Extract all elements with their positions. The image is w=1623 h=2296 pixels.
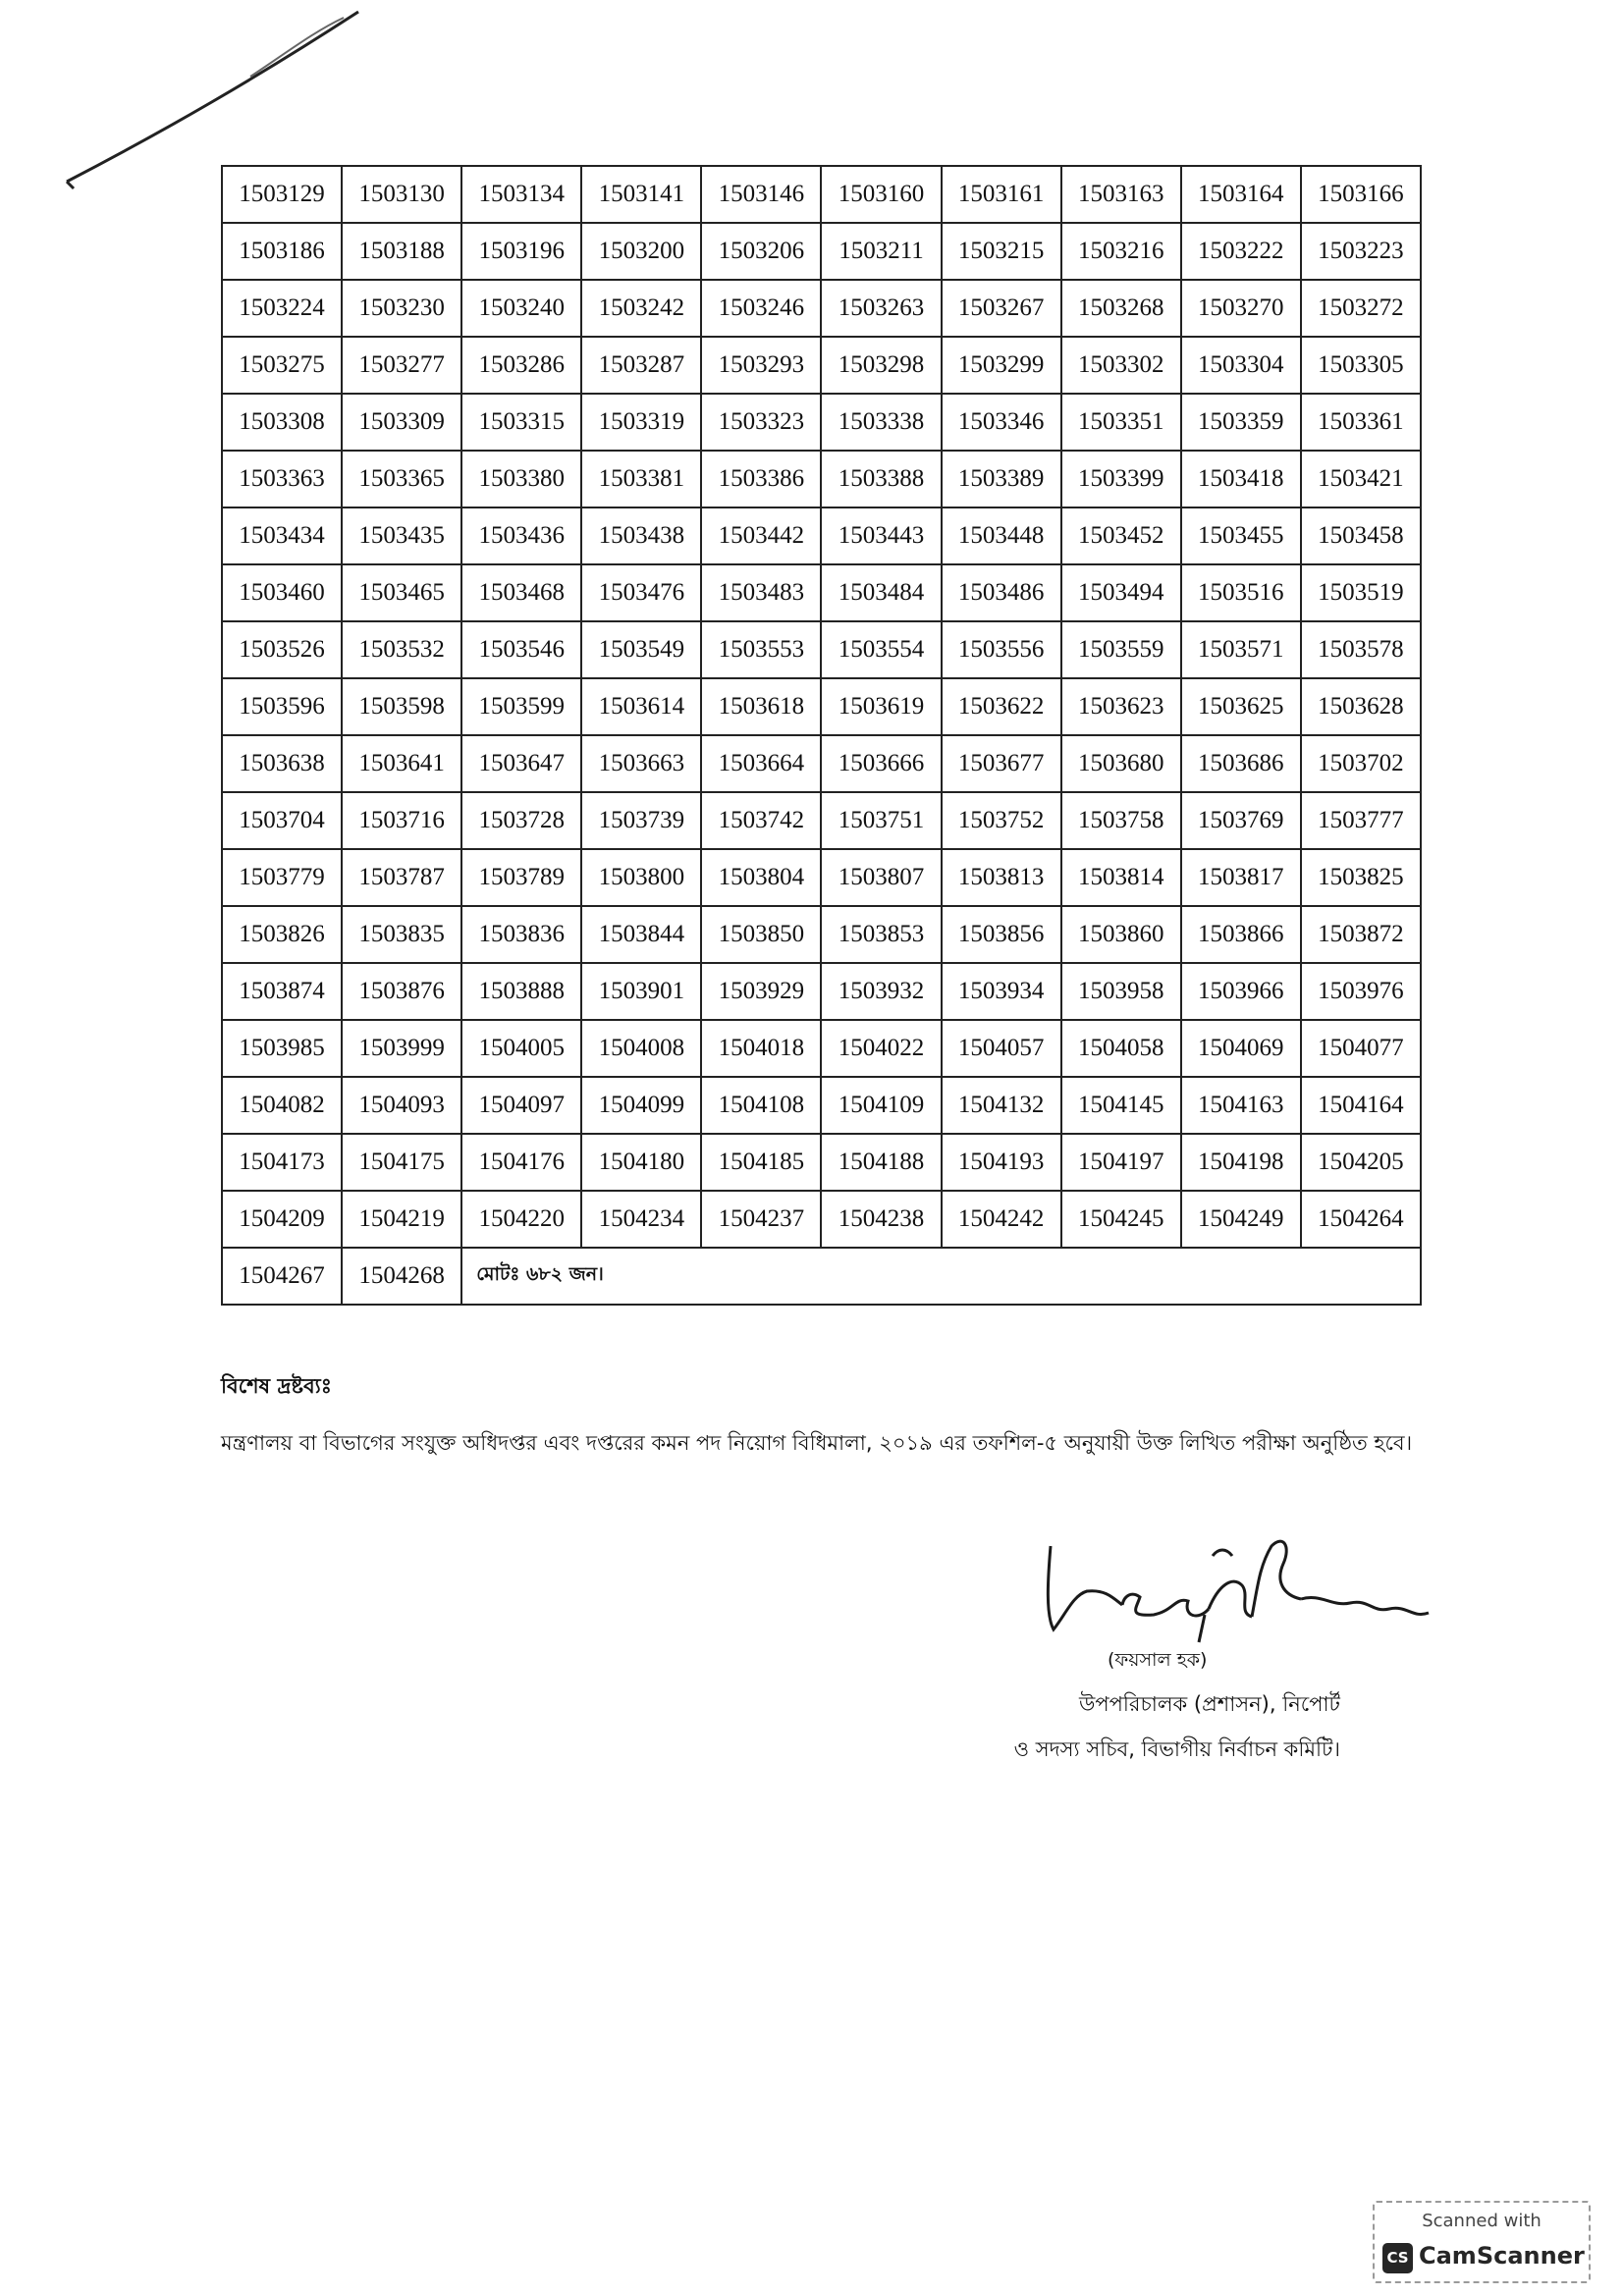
roll-number-cell: 1503813 — [942, 849, 1061, 906]
roll-number-cell: 1503188 — [342, 223, 461, 280]
table-row — [222, 963, 1421, 1020]
roll-number-cell: 1504057 — [942, 1020, 1061, 1077]
roll-number-cell: 1504249 — [1181, 1191, 1301, 1248]
note-text: মন্ত্রণালয় বা বিভাগের সংযুক্ত অধিদপ্তর এবং দপ্তরের কমন পদ নিয়োগ বিধিমালা, ২০১৯ এর তফশিল-৫ অনুযায়ী উক্ত লিখিত পরীক্ষা অনুষ্ঠিত হবে। — [221, 1431, 1413, 1455]
table-row — [222, 223, 1421, 280]
roll-number-cell: 1503876 — [342, 963, 461, 1020]
table-row — [222, 564, 1421, 621]
roll-number-cell: 1503388 — [821, 451, 941, 507]
designation-line-2: ও সদস্য সচিব, বিভাগীয় নির্বাচন কমিটি। — [1013, 1737, 1340, 1761]
roll-number-cell: 1503275 — [222, 337, 342, 394]
roll-number-cell: 1503486 — [942, 564, 1061, 621]
roll-number-cell: 1503196 — [461, 223, 581, 280]
roll-number-cell: 1504175 — [342, 1134, 461, 1191]
roll-number-cell: 1503779 — [222, 849, 342, 906]
roll-number-cell: 1503999 — [342, 1020, 461, 1077]
roll-number-cell: 1503323 — [701, 394, 821, 451]
roll-number-cell: 1503146 — [701, 166, 821, 223]
roll-number-cell: 1503160 — [821, 166, 941, 223]
roll-number-cell: 1503532 — [342, 621, 461, 678]
roll-number-cell: 1503985 — [222, 1020, 342, 1077]
roll-number-cell: 1503163 — [1061, 166, 1181, 223]
roll-number-cell: 1504163 — [1181, 1077, 1301, 1134]
signatory-name: (ফয়সাল হক) — [1108, 1649, 1208, 1671]
roll-number-cell: 1503860 — [1061, 906, 1181, 963]
roll-number-cell: 1503476 — [581, 564, 701, 621]
roll-number-cell: 1504188 — [821, 1134, 941, 1191]
table-row-last — [222, 1248, 1421, 1305]
roll-number-cell: 1503844 — [581, 906, 701, 963]
roll-number-cell: 1503934 — [942, 963, 1061, 1020]
roll-number-cell: 1504108 — [701, 1077, 821, 1134]
roll-number-cell: 1504242 — [942, 1191, 1061, 1248]
roll-number-cell: 1503901 — [581, 963, 701, 1020]
roll-number-cell: 1504198 — [1181, 1134, 1301, 1191]
roll-number-cell: 1503134 — [461, 166, 581, 223]
roll-number-cell: 1504069 — [1181, 1020, 1301, 1077]
roll-number-cell: 1503664 — [701, 735, 821, 792]
roll-number-cell: 1503242 — [581, 280, 701, 337]
roll-number-cell: 1503932 — [821, 963, 941, 1020]
roll-number-cell: 1503666 — [821, 735, 941, 792]
roll-number-cell: 1504185 — [701, 1134, 821, 1191]
roll-number-cell: 1503739 — [581, 792, 701, 849]
roll-number-cell: 1503623 — [1061, 678, 1181, 735]
roll-number-cell: 1503246 — [701, 280, 821, 337]
roll-number-cell: 1504220 — [461, 1191, 581, 1248]
roll-number-cell: 1503553 — [701, 621, 821, 678]
roll-number-cell: 1503647 — [461, 735, 581, 792]
table-row — [222, 678, 1421, 735]
roll-number-cell: 1503460 — [222, 564, 342, 621]
table-row — [222, 1077, 1421, 1134]
roll-number-cell: 1504193 — [942, 1134, 1061, 1191]
roll-number-cell: 1503663 — [581, 735, 701, 792]
roll-number-cell: 1504077 — [1301, 1020, 1421, 1077]
roll-number-cell: 1503359 — [1181, 394, 1301, 451]
roll-number-cell: 1504205 — [1301, 1134, 1421, 1191]
roll-number-cell: 1503240 — [461, 280, 581, 337]
roll-number-cell: 1504176 — [461, 1134, 581, 1191]
camscanner-watermark — [1373, 2201, 1591, 2283]
roll-number-cell: 1503641 — [342, 735, 461, 792]
handwritten-signature — [1026, 1526, 1458, 1659]
roll-number-cell: 1503619 — [821, 678, 941, 735]
roll-number-cell: 1503286 — [461, 337, 581, 394]
roll-number-cell: 1503186 — [222, 223, 342, 280]
table-row — [222, 1134, 1421, 1191]
roll-number-cell: 1503268 — [1061, 280, 1181, 337]
roll-number-cell: 1503468 — [461, 564, 581, 621]
roll-number-cell: 1503599 — [461, 678, 581, 735]
roll-number-cell: 1503381 — [581, 451, 701, 507]
roll-number-cell: 1504008 — [581, 1020, 701, 1077]
roll-number-cell: 1504264 — [1301, 1191, 1421, 1248]
roll-number-cell: 1503399 — [1061, 451, 1181, 507]
roll-number-cell: 1503976 — [1301, 963, 1421, 1020]
roll-number-cell: 1504245 — [1061, 1191, 1181, 1248]
roll-number-cell: 1503434 — [222, 507, 342, 564]
roll-number-table — [221, 165, 1422, 1306]
roll-number-cell: 1503872 — [1301, 906, 1421, 963]
roll-number-cell: 1503571 — [1181, 621, 1301, 678]
roll-number-cell: 1503443 — [821, 507, 941, 564]
roll-number-cell: 1504173 — [222, 1134, 342, 1191]
roll-number-cell: 1503494 — [1061, 564, 1181, 621]
roll-number-cell: 1504022 — [821, 1020, 941, 1077]
roll-number-cell: 1503677 — [942, 735, 1061, 792]
table-row — [222, 906, 1421, 963]
table-row — [222, 394, 1421, 451]
roll-number-cell: 1503438 — [581, 507, 701, 564]
roll-number-cell: 1504145 — [1061, 1077, 1181, 1134]
table-row — [222, 621, 1421, 678]
roll-number-cell: 1503272 — [1301, 280, 1421, 337]
roll-number-cell: 1503386 — [701, 451, 821, 507]
roll-number-cell: 1503874 — [222, 963, 342, 1020]
camscanner-brand-text: CamScanner — [1419, 2242, 1585, 2269]
table-row — [222, 735, 1421, 792]
roll-number-cell: 1504099 — [581, 1077, 701, 1134]
roll-number-cell: 1503436 — [461, 507, 581, 564]
roll-number-cell: 1503814 — [1061, 849, 1181, 906]
roll-number-cell: 1504005 — [461, 1020, 581, 1077]
roll-number-cell: 1504197 — [1061, 1134, 1181, 1191]
table-row — [222, 451, 1421, 507]
roll-number-cell: 1503161 — [942, 166, 1061, 223]
roll-number-cell: 1503751 — [821, 792, 941, 849]
table-row — [222, 849, 1421, 906]
roll-number-cell: 1503365 — [342, 451, 461, 507]
roll-number-cell: 1503319 — [581, 394, 701, 451]
roll-number-cell: 1503966 — [1181, 963, 1301, 1020]
roll-number-cell: 1504238 — [821, 1191, 941, 1248]
roll-number-cell: 1503418 — [1181, 451, 1301, 507]
roll-number-cell: 1503270 — [1181, 280, 1301, 337]
roll-number-cell: 1503618 — [701, 678, 821, 735]
roll-number-cell: 1504219 — [342, 1191, 461, 1248]
roll-number-cell: 1503686 — [1181, 735, 1301, 792]
roll-number-cell: 1503129 — [222, 166, 342, 223]
roll-number-cell: 1503850 — [701, 906, 821, 963]
roll-number-cell: 1503223 — [1301, 223, 1421, 280]
roll-number-cell: 1503758 — [1061, 792, 1181, 849]
roll-number-cell: 1503200 — [581, 223, 701, 280]
note-heading: বিশেষ দ্রষ্টব্যঃ — [221, 1374, 332, 1398]
roll-number-cell: 1503549 — [581, 621, 701, 678]
roll-number-cell: 1503516 — [1181, 564, 1301, 621]
roll-number-cell: 1503835 — [342, 906, 461, 963]
roll-number-cell: 1503346 — [942, 394, 1061, 451]
roll-number-cell: 1503206 — [701, 223, 821, 280]
roll-number-cell: 1503222 — [1181, 223, 1301, 280]
roll-number-cell: 1504018 — [701, 1020, 821, 1077]
roll-number-cell: 1503293 — [701, 337, 821, 394]
roll-number-cell: 1503458 — [1301, 507, 1421, 564]
roll-number-cell: 1503826 — [222, 906, 342, 963]
roll-number-cell: 1503351 — [1061, 394, 1181, 451]
roll-number-cell: 1503305 — [1301, 337, 1421, 394]
roll-number-cell: 1503267 — [942, 280, 1061, 337]
roll-number-cell: 1503309 — [342, 394, 461, 451]
roll-number-cell: 1503216 — [1061, 223, 1181, 280]
roll-number-cell: 1503166 — [1301, 166, 1421, 223]
roll-number-cell: 1503164 — [1181, 166, 1301, 223]
roll-number-cell: 1503230 — [342, 280, 461, 337]
roll-number-cell: 1503888 — [461, 963, 581, 1020]
roll-number-cell: 1504209 — [222, 1191, 342, 1248]
roll-number-cell: 1503554 — [821, 621, 941, 678]
roll-number-cell: 1503380 — [461, 451, 581, 507]
roll-number-cell: 1503263 — [821, 280, 941, 337]
roll-number-cell: 1503598 — [342, 678, 461, 735]
roll-number-cell: 1503716 — [342, 792, 461, 849]
table-row — [222, 1020, 1421, 1077]
designation-line-1: উপপরিচালক (প্রশাসন), নিপোর্ট — [1079, 1692, 1340, 1716]
roll-number-cell: 1503853 — [821, 906, 941, 963]
roll-number-cell: 1504109 — [821, 1077, 941, 1134]
roll-number-cell: 1503484 — [821, 564, 941, 621]
roll-number-cell: 1503680 — [1061, 735, 1181, 792]
table-row — [222, 507, 1421, 564]
roll-number-cell: 1503452 — [1061, 507, 1181, 564]
roll-number-cell: 1503526 — [222, 621, 342, 678]
table-row — [222, 1191, 1421, 1248]
roll-number-cell: 1503546 — [461, 621, 581, 678]
roll-number-cell: 1503442 — [701, 507, 821, 564]
roll-number-cell: 1503421 — [1301, 451, 1421, 507]
table-row — [222, 792, 1421, 849]
roll-number-cell: 1504180 — [581, 1134, 701, 1191]
roll-number-cell: 1503299 — [942, 337, 1061, 394]
table-row — [222, 280, 1421, 337]
roll-number-cell: 1503804 — [701, 849, 821, 906]
roll-number-cell: 1503777 — [1301, 792, 1421, 849]
roll-number-cell: 1503361 — [1301, 394, 1421, 451]
table-row — [222, 337, 1421, 394]
table-row — [222, 166, 1421, 223]
roll-number-cell: 1503363 — [222, 451, 342, 507]
roll-number-cell: 1503141 — [581, 166, 701, 223]
roll-number-cell: 1503958 — [1061, 963, 1181, 1020]
roll-number-cell: 1503836 — [461, 906, 581, 963]
roll-number-cell: 1503308 — [222, 394, 342, 451]
roll-number-cell: 1504268 — [342, 1248, 461, 1305]
roll-table-body — [222, 166, 1421, 1305]
roll-number-cell: 1503224 — [222, 280, 342, 337]
roll-number-cell: 1503448 — [942, 507, 1061, 564]
roll-number-cell: 1503211 — [821, 223, 941, 280]
roll-number-cell: 1504097 — [461, 1077, 581, 1134]
roll-number-cell: 1503752 — [942, 792, 1061, 849]
roll-number-cell: 1503625 — [1181, 678, 1301, 735]
roll-number-cell: 1504132 — [942, 1077, 1061, 1134]
roll-number-cell: 1503787 — [342, 849, 461, 906]
signatory-designation — [1014, 1682, 1340, 1772]
roll-number-cell: 1503789 — [461, 849, 581, 906]
roll-number-cell: 1504164 — [1301, 1077, 1421, 1134]
roll-number-cell: 1503559 — [1061, 621, 1181, 678]
roll-number-cell: 1503483 — [701, 564, 821, 621]
roll-number-cell: 1503702 — [1301, 735, 1421, 792]
roll-number-cell: 1504058 — [1061, 1020, 1181, 1077]
roll-number-cell: 1503298 — [821, 337, 941, 394]
roll-number-cell: 1504234 — [581, 1191, 701, 1248]
roll-number-cell: 1503302 — [1061, 337, 1181, 394]
roll-number-cell: 1503455 — [1181, 507, 1301, 564]
roll-number-cell: 1503742 — [701, 792, 821, 849]
roll-number-cell: 1503304 — [1181, 337, 1301, 394]
roll-number-cell: 1503596 — [222, 678, 342, 735]
scanned-with-text: Scanned with — [1422, 2211, 1542, 2231]
roll-number-cell: 1503130 — [342, 166, 461, 223]
roll-number-cell: 1503800 — [581, 849, 701, 906]
total-count: মোটঃ ৬৮২ জন। — [461, 1248, 1421, 1305]
roll-number-cell: 1503929 — [701, 963, 821, 1020]
roll-number-cell: 1503628 — [1301, 678, 1421, 735]
roll-number-cell: 1504093 — [342, 1077, 461, 1134]
roll-number-cell: 1503638 — [222, 735, 342, 792]
roll-number-cell: 1503807 — [821, 849, 941, 906]
camscanner-logo-icon: CS — [1382, 2243, 1413, 2273]
roll-number-cell: 1503704 — [222, 792, 342, 849]
roll-number-cell: 1503769 — [1181, 792, 1301, 849]
roll-number-cell: 1503287 — [581, 337, 701, 394]
roll-number-cell: 1503556 — [942, 621, 1061, 678]
roll-number-cell: 1503435 — [342, 507, 461, 564]
roll-number-cell: 1503389 — [942, 451, 1061, 507]
roll-number-cell: 1503817 — [1181, 849, 1301, 906]
roll-number-cell: 1503465 — [342, 564, 461, 621]
roll-number-cell: 1503578 — [1301, 621, 1421, 678]
roll-number-cell: 1504267 — [222, 1248, 342, 1305]
roll-number-cell: 1503825 — [1301, 849, 1421, 906]
roll-number-cell: 1503315 — [461, 394, 581, 451]
roll-number-cell: 1504237 — [701, 1191, 821, 1248]
roll-number-cell: 1503856 — [942, 906, 1061, 963]
roll-number-cell: 1503519 — [1301, 564, 1421, 621]
roll-number-cell: 1503277 — [342, 337, 461, 394]
roll-number-cell: 1503614 — [581, 678, 701, 735]
roll-number-cell: 1503866 — [1181, 906, 1301, 963]
roll-number-cell: 1503728 — [461, 792, 581, 849]
roll-number-cell: 1503622 — [942, 678, 1061, 735]
roll-number-cell: 1503338 — [821, 394, 941, 451]
roll-number-cell: 1504082 — [222, 1077, 342, 1134]
roll-number-cell: 1503215 — [942, 223, 1061, 280]
